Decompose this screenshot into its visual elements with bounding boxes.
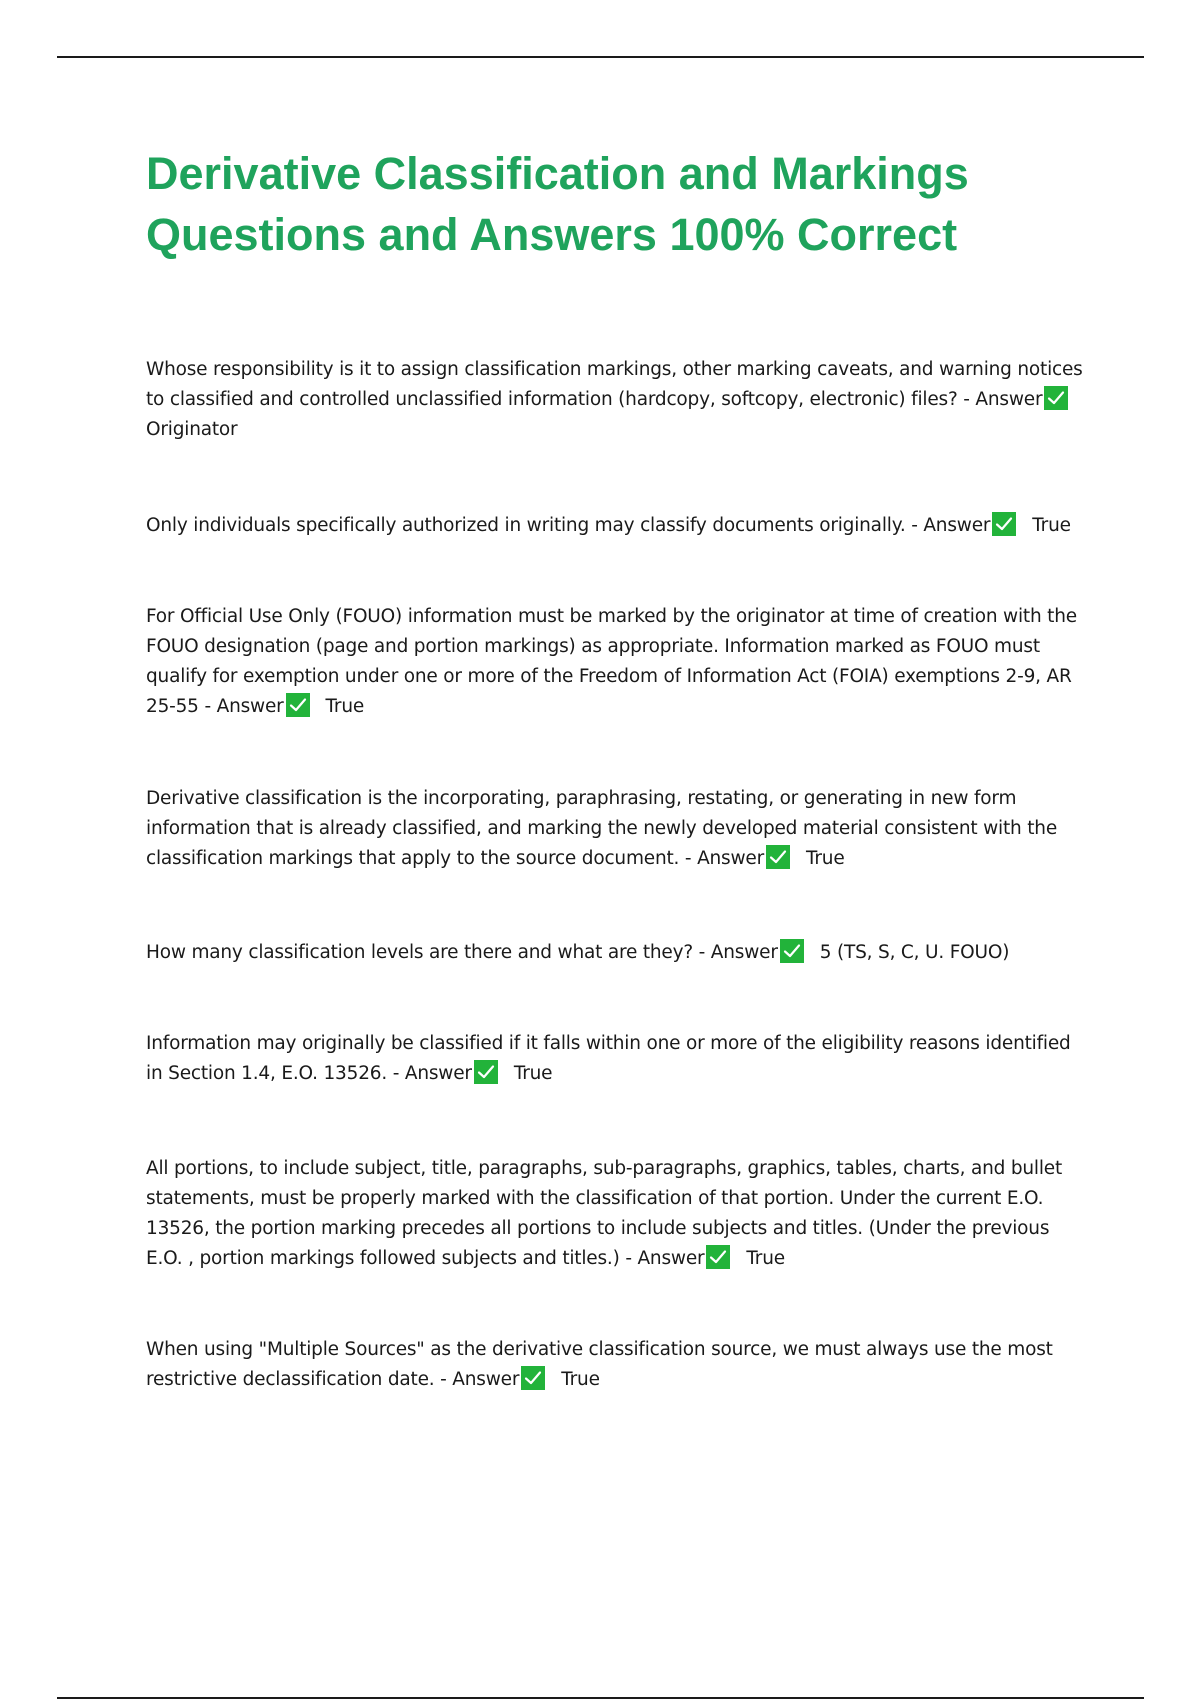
answer-separator: - Answer [684, 848, 765, 869]
answer-text: True [806, 848, 845, 869]
check-box-icon [474, 1060, 498, 1084]
answer-separator: - Answer [204, 696, 284, 717]
answer-separator: - Answer [392, 1063, 472, 1084]
question-text: Whose responsibility is it to assign classification markings, other marking caveats, and warning notices to classified and controlled unclassified information (hardcopy, softcopy, electronic) files? [146, 359, 1083, 410]
check-box-icon [521, 1366, 545, 1390]
answer-separator: - Answer [625, 1248, 705, 1269]
title-line-1: Derivative Classification and Markings [146, 148, 969, 199]
qa-item [146, 784, 1091, 874]
document-title [146, 143, 1106, 265]
question-text: All portions, to include subject, title, paragraphs, sub-paragraphs, graphics, tables, charts, and bullet statements, must be properly marked with the classification of that portion. Under the current E.O. 13526, the portion marking precedes all portions to include subjects and titles. (Under the previous E.O. , portion markings followed subjects and titles.) [146, 1158, 1063, 1269]
qa-item [146, 355, 1091, 445]
check-box-icon [286, 693, 310, 717]
answer-separator: - Answer [698, 942, 778, 963]
qa-item [146, 511, 1091, 541]
qa-item [146, 1029, 1091, 1089]
question-text: How many classification levels are there and what are they? [146, 942, 693, 963]
qa-item [146, 938, 1091, 968]
check-box-icon [992, 512, 1016, 536]
qa-item [146, 1335, 1091, 1395]
question-text: Only individuals specifically authorized in writing may classify documents originally. [146, 515, 906, 536]
answer-text: True [746, 1248, 785, 1269]
check-box-icon [780, 939, 804, 963]
check-box-icon [766, 845, 790, 869]
bottom-rule [57, 1697, 1144, 1699]
answer-separator: - Answer [440, 1369, 520, 1390]
answer-separator: - Answer [911, 515, 991, 536]
answer-text: True [325, 696, 365, 717]
qa-item [146, 1154, 1091, 1274]
question-text: Derivative classification is the incorporating, paraphrasing, restating, or generating in new form information that is already classified, and marking the newly developed material consistent with the classification markings that apply to the source document. [146, 788, 1058, 869]
question-text: When using "Multiple Sources" as the derivative classification source, we must always use the most restrictive declassification date. [146, 1339, 1053, 1390]
title-line-2: Questions and Answers 100% Correct [146, 209, 958, 260]
answer-text: True [513, 1063, 553, 1084]
question-text: Information may originally be classified if it falls within one or more of the eligibility reasons identified in Section 1.4, E.O. 13526. [146, 1033, 1071, 1084]
answer-text: True [1032, 515, 1071, 536]
check-box-icon [1044, 386, 1068, 410]
question-text: For Official Use Only (FOUO) information must be marked by the originator at time of creation with the FOUO designation (page and portion markings) as appropriate. Information marked as FOUO must qualify for exemption under one or more of the Freedom of Information Act (FOIA) exemptions 2-9, AR 25-55 [146, 606, 1077, 717]
answer-separator: - Answer [963, 389, 1043, 410]
check-box-icon [706, 1245, 730, 1269]
answer-text: 5 (TS, S, C, U. FOUO) [819, 942, 1010, 963]
answer-text: Originator [146, 419, 238, 440]
qa-item [146, 602, 1091, 722]
top-rule [57, 56, 1144, 58]
answer-text: True [561, 1369, 600, 1390]
